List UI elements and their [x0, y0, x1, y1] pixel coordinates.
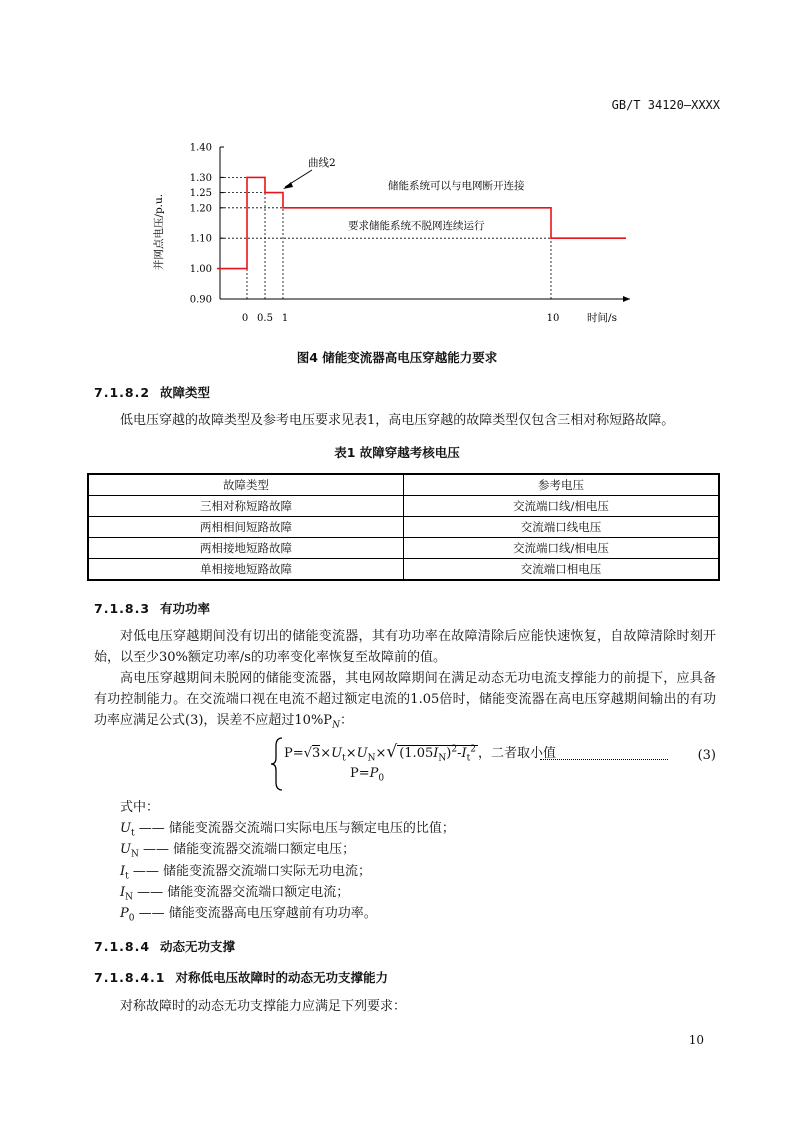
variable-definition: $I_N$ —— 储能变流器交流端口额定电流；	[120, 885, 350, 903]
x-axis-arrowhead	[623, 296, 630, 302]
section-number: 7.1.8.3	[94, 601, 151, 616]
section-title: 动态无功支撑	[160, 939, 236, 954]
left-brace-icon	[270, 736, 284, 792]
paragraph-active-power-control: 高电压穿越期间未脱网的储能变流器，其电网故障期间在满足动态无功电流支撑能力的前提下，应具备有功控制能力。在交流端口视在电流不超过额定电流的1.05倍时，储能变流器在高电压穿越期间输出的有功功率应满足公式(3)，误差不应超过$10\%P_N$：	[94, 671, 716, 731]
chart-guides	[220, 177, 551, 299]
table-cell: 两相相间短路故障	[88, 517, 404, 538]
y-tick-label: 1.10	[189, 233, 212, 245]
region-lower-label: 要求储能系统不脱网连续运行	[348, 220, 485, 232]
section-number: 7.1.8.2	[94, 385, 151, 400]
formula-number: (3)	[697, 748, 716, 763]
subscript: N	[332, 720, 340, 731]
figure-caption: 图4 储能变流器高电压穿越能力要求	[296, 350, 498, 365]
table-row	[88, 517, 719, 538]
table-row	[88, 496, 719, 517]
x-tick-label: 1	[281, 313, 289, 324]
table-header-cell: 故障类型	[88, 474, 404, 496]
table-cell: 单相接地短路故障	[88, 559, 404, 581]
table-cell: 交流端口相电压	[404, 559, 720, 581]
section-title: 有功功率	[160, 601, 211, 616]
table-cell: 交流端口线电压	[404, 517, 720, 538]
table-caption: 表1 故障穿越考核电压	[334, 445, 460, 460]
y-tick-label: 1.40	[189, 142, 212, 154]
paragraph-active-power-recovery: 对低电压穿越期间没有切出的储能变流器，其有功功率在故障清除后应能快速恢复，自故障清除时刻开始，以至少30%额定功率/s的功率变化率恢复至故障前的值。	[94, 629, 716, 665]
document-id: GB/T 34120—XXXX	[611, 98, 720, 112]
y-tick-label: 1.30	[189, 172, 212, 184]
table-row	[88, 538, 719, 559]
paragraph-fault-types: 低电压穿越的故障类型及参考电压要求见表1，高电压穿越的故障类型仅包含三相对称短路故障。	[120, 413, 675, 428]
table-header-cell: 参考电压	[404, 474, 720, 496]
formula-leader-dots	[540, 751, 668, 760]
section-heading-7182	[94, 383, 210, 401]
section-number: 7.1.8.4	[94, 939, 151, 954]
section-heading-7184	[94, 937, 235, 955]
y-tick-label: 1.00	[189, 264, 212, 276]
x-tick-label: 10	[546, 313, 560, 324]
table-header-row	[88, 474, 719, 496]
region-upper-label: 储能系统可以与电网断开连接	[388, 180, 525, 192]
table-cell: 两相接地短路故障	[88, 538, 404, 559]
y-tick-label: 1.25	[189, 188, 212, 200]
where-label: 式中：	[120, 800, 160, 815]
section-heading-7183	[94, 599, 210, 617]
section-title: 故障类型	[160, 385, 211, 400]
paragraph-symmetric-fault: 对称故障时的动态无功支撑能力应满足下列要求：	[120, 999, 407, 1014]
table-cell: 三相对称短路故障	[88, 496, 404, 517]
hvrt-chart	[140, 135, 660, 330]
page-number: 10	[688, 1033, 704, 1047]
table-cell: 交流端口线/相电压	[404, 496, 720, 517]
formula-line-1: $P=√3\times U_t\times U_N\times√$ $(1.05I_N)^2-I_t^2$ ，二者取小值	[284, 742, 556, 764]
x-tick-label: 0.5	[257, 313, 273, 324]
chart-ticks	[190, 143, 560, 325]
paragraph-text: 高电压穿越期间未脱网的储能变流器，其电网故障期间在满足动态无功电流支撑能力的前提下，应具备有功控制能力。在交流端口视在电流不超过额定电流的1.05倍时，储能变流器在高电压穿越期间输出的有功功率应满足公式(3)，误差不应超过10%P	[94, 671, 716, 728]
section-title: 对称低电压故障时的动态无功支撑能力	[175, 970, 388, 985]
section-number: 7.1.8.4.1	[94, 970, 166, 985]
x-tick-label: 0	[241, 313, 249, 324]
variable-definition: $U_t$ —— 储能变流器交流端口实际电压与额定电压的比值；	[120, 821, 455, 839]
y-tick-label: 1.20	[189, 203, 212, 215]
section-heading-71841	[94, 968, 388, 986]
table-cell: 交流端口线/相电压	[404, 538, 720, 559]
formula-3	[270, 736, 720, 794]
curve-2-label: 曲线2	[308, 157, 336, 169]
formula-line-2: $P=P_0$	[350, 766, 385, 784]
variable-definition: $U_N$ —— 储能变流器交流端口额定电压；	[120, 842, 356, 860]
fault-voltage-table	[87, 473, 720, 581]
y-tick-label: 0.90	[189, 294, 212, 306]
x-axis-label: 时间/s	[587, 312, 617, 324]
variable-definition: $P_0$ —— 储能变流器高电压穿越前有功功率。	[120, 906, 377, 924]
table-row	[88, 559, 719, 581]
variable-definition: $I_t$ —— 储能变流器交流端口实际无功电流；	[120, 864, 372, 882]
formula-note: ，二者取小值	[477, 746, 556, 761]
y-axis-label: 并网点电压/p.u.	[153, 193, 165, 271]
